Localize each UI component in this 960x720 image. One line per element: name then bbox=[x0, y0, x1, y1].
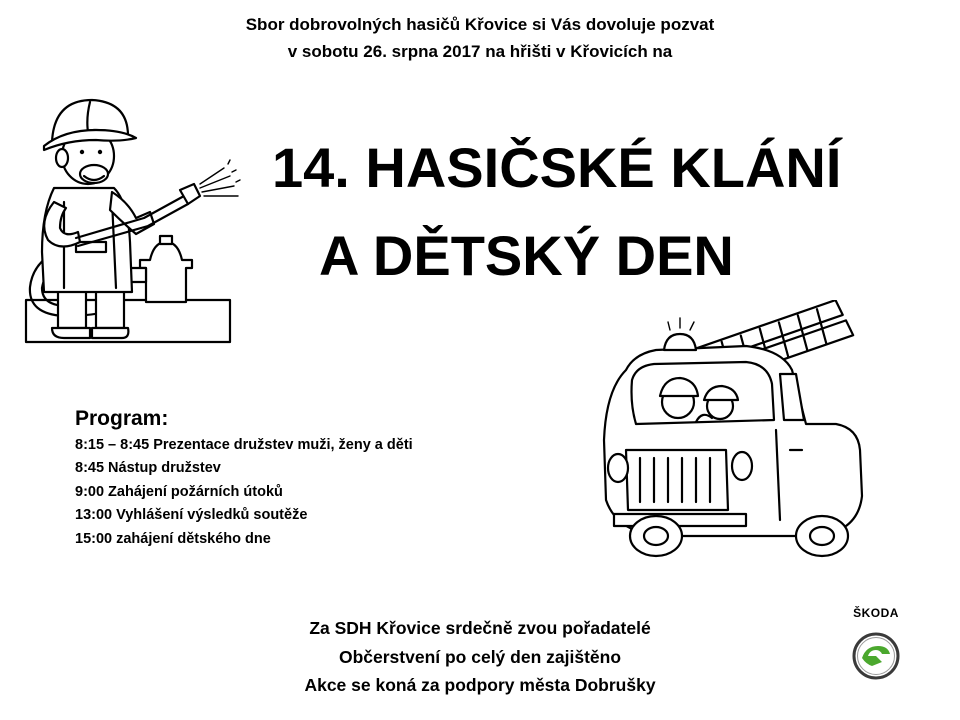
invitation-intro bbox=[0, 11, 960, 65]
program-item: 8:15 – 8:45 Prezentace družstev muži, ženy a děti bbox=[75, 437, 413, 453]
fire-truck-icon bbox=[596, 300, 868, 562]
organizer-footer bbox=[0, 614, 960, 700]
program-item: 15:00 zahájení dětského dne bbox=[75, 530, 271, 547]
program-item: 13:00 Vyhlášení výsledků soutěže bbox=[75, 507, 308, 524]
program-item: 9:00 Zahájení požárních útoků bbox=[75, 483, 283, 500]
program-section bbox=[75, 406, 413, 551]
event-title-line-1: 14. HASIČSKÉ KLÁNÍ bbox=[272, 136, 842, 199]
sponsor-name: ŠKODA bbox=[853, 606, 899, 620]
footer-line-1: Za SDH Křovice srdečně zvou pořadatelé bbox=[309, 618, 651, 638]
footer-line-3: Akce se koná za podpory města Dobrušky bbox=[304, 675, 656, 695]
sponsor-logo bbox=[840, 606, 912, 680]
program-item: 8:45 Nástup družstev bbox=[75, 460, 221, 477]
intro-line-2: v sobotu 26. srpna 2017 na hřišti v Křovicích na bbox=[287, 42, 673, 61]
skoda-winged-arrow-logo-icon bbox=[852, 632, 900, 680]
event-title-line-2: A DĚTSKÝ DEN bbox=[319, 224, 734, 287]
intro-line-1: Sbor dobrovolných hasičů Křovice si Vás dovoluje pozvat bbox=[245, 15, 715, 34]
footer-line-2: Občerstvení po celý den zajištěno bbox=[338, 646, 622, 667]
program-heading: Program: bbox=[75, 407, 169, 430]
fireman-with-hose-icon bbox=[24, 92, 242, 350]
